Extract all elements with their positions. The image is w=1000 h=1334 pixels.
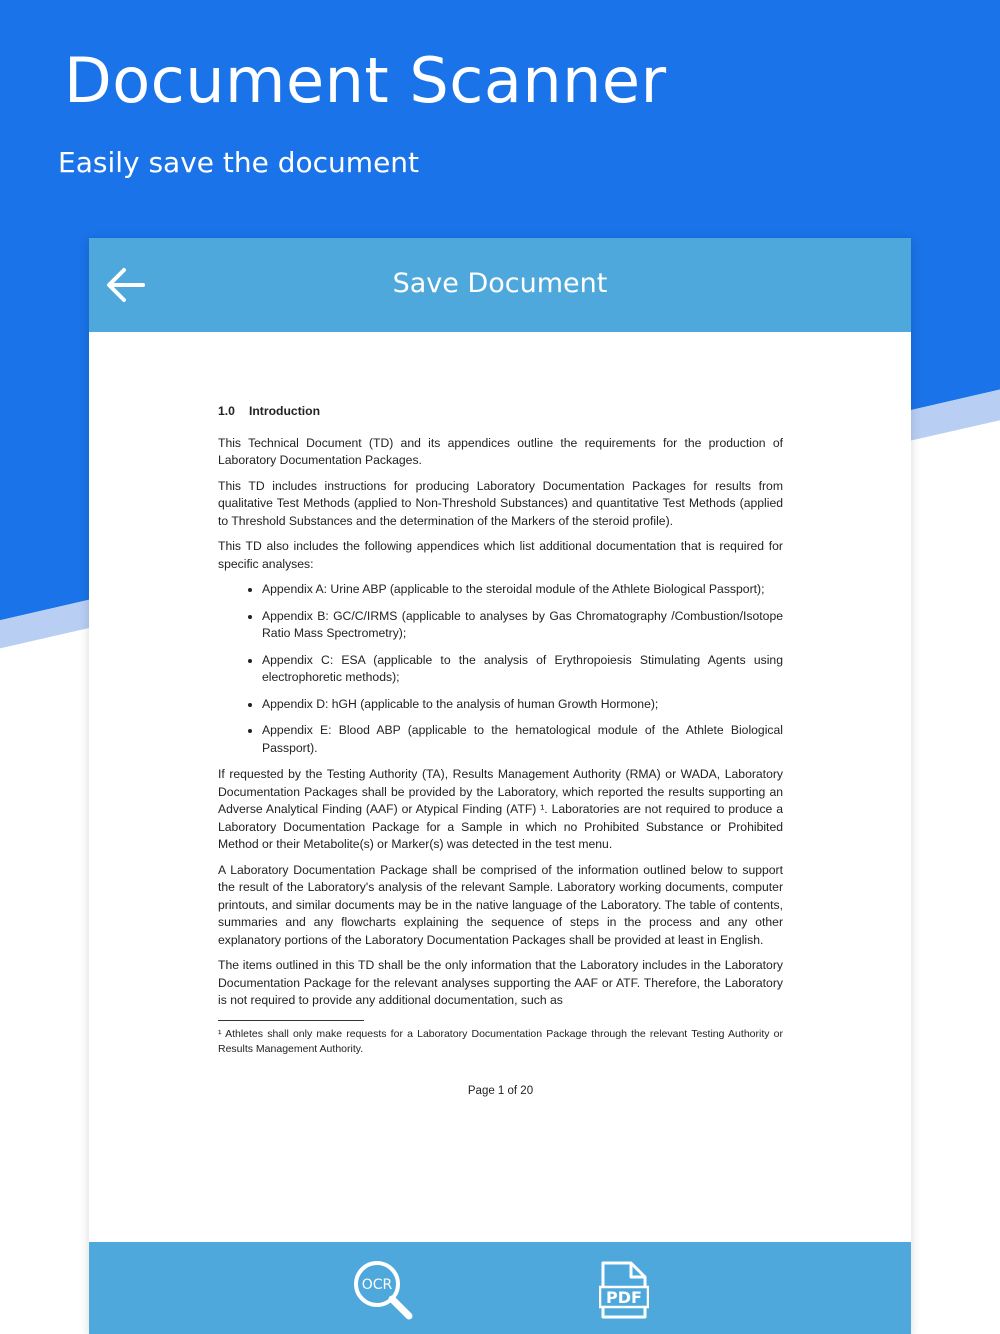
ocr-search-icon [351, 1258, 417, 1322]
ocr-label: OCR [361, 1277, 393, 1293]
doc-paragraph: If requested by the Testing Authority (TA), Results Management Authority (RMA) or WADA, Laboratory Documentation Packages shall be provided by the Laboratory, which reported the results supporting an Adverse Analytical Finding (AAF) or Atypical Finding (ATF) ¹. Laboratories are not required to produce a Laboratory Documentation Package for a Sample in which no Prohibited Substance or Prohibited Method or their Metabolite(s) or Marker(s) was detected in the test menu. [218, 767, 783, 851]
hero-title: Document Scanner [64, 44, 667, 117]
doc-paragraph: This TD also includes the following appendices which list additional documentation that is required for specific analyses: [218, 539, 783, 571]
section-number: 1.0 [218, 404, 235, 418]
ocr-button[interactable] [351, 1258, 417, 1322]
appendix-item: • Appendix E: Blood ABP (applicable to the hematological module of the Athlete Biological Passport). [262, 722, 783, 757]
appendix-item: • Appendix B: GC/C/IRMS (applicable to analyses by Gas Chromatography /Combustion/Isotope Ratio Mass Spectrometry); [262, 608, 783, 643]
appendix-item: • Appendix D: hGH (applicable to the analysis of human Growth Hormone); [262, 696, 783, 714]
document-preview[interactable] [218, 403, 783, 1100]
app-bar [89, 238, 911, 332]
hero-subtitle: Easily save the document [58, 146, 420, 179]
appendix-item: • Appendix C: ESA (applicable to the analysis of Erythropoiesis Stimulating Agents using electrophoretic methods); [262, 652, 783, 687]
footnote-divider [218, 1020, 364, 1021]
doc-paragraph: The items outlined in this TD shall be the only information that the Laboratory includes in the Laboratory Documentation Package for the relevant analyses supporting the AAF or ATF. Therefore, the Laboratory is not required to provide any additional documentation, such as [218, 958, 783, 1007]
appendix-item: • Appendix A: Urine ABP (applicable to the steroidal module of the Athlete Biological Passport); [262, 581, 783, 599]
page-number: Page 1 of 20 [467, 1084, 534, 1097]
pdf-button[interactable] [599, 1261, 649, 1319]
doc-paragraph: This TD includes instructions for producing Laboratory Documentation Packages for results from qualitative Test Methods (applied to Non-Threshold Substances) and quantitative Test Methods (applied to Threshold Substances and the determination of the Markers of the steroid profile). [218, 478, 783, 528]
doc-paragraph: A Laboratory Documentation Package shall be comprised of the information outlined below to support the result of the Laboratory's analysis of the relevant Sample. Laboratory working documents, computer printouts, and similar documents may be in the native language of the Laboratory. The table of contents, summaries and any flowcharts explaining the sequence of steps in the process and any other explanatory portions of the Laboratory Documentation Packages shall be provided at least in English. [218, 862, 783, 947]
pdf-label: PDF [606, 1288, 642, 1307]
app-bar-title: Save Document [392, 268, 608, 299]
footnote: ¹ Athletes shall only make requests for a Laboratory Documentation Package through the relevant Testing Authority or Results Management Authority. [218, 1027, 783, 1055]
section-heading [218, 403, 783, 421]
appendix-list [218, 581, 783, 757]
section-title: Introduction [248, 404, 321, 418]
doc-paragraph: This Technical Document (TD) and its appendices outline the requirements for the production of Laboratory Documentation Packages. [218, 435, 783, 467]
bottom-toolbar [89, 1242, 911, 1334]
app-screen [89, 238, 911, 1334]
pdf-file-icon [599, 1261, 649, 1319]
